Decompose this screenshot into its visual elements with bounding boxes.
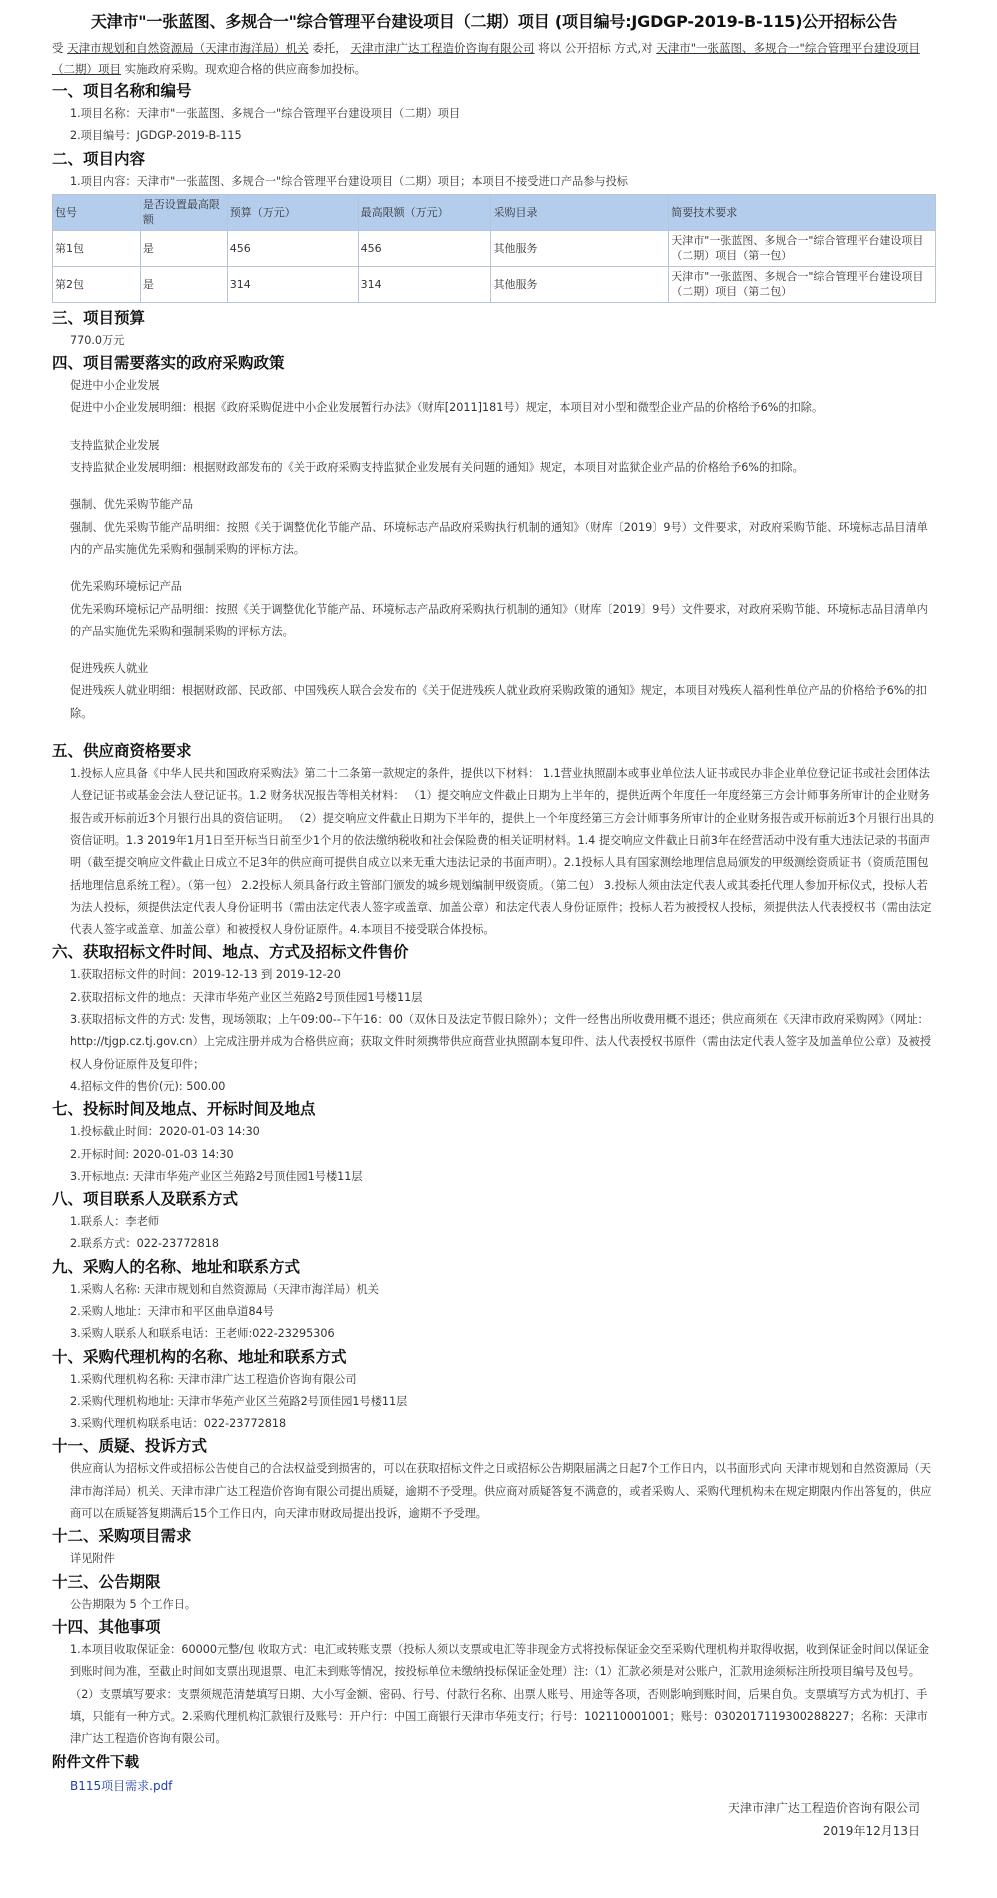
table-cell: 456	[358, 230, 491, 266]
section-line: 3.获取招标文件的方式: 发售，现场领取；上午09:00--下午16：00（双休日及法定节假日除外）；文件一经售出所收费用概不退还；供应商须在《天津市政府采购网》（网址：http://tjgp.cz.tj.gov.cn）上完成注册并成为合格供应商；获取文件时须携带供应商营业执照副本复印件、法人代表授权书原件（需由法定代表人签字及加盖单位公章）及被授权人身份证原件及复印件；	[70, 1013, 932, 1071]
policy-title: 强制、优先采购节能产品	[70, 498, 194, 512]
section-heading: 二、项目内容	[52, 149, 146, 168]
section-line: 3.开标地点: 天津市华苑产业区兰苑路2号顶佳园1号楼11层	[70, 1169, 363, 1183]
policy-detail: 促进残疾人就业明细：根据财政部、民政部、中国残疾人联合会发布的《关于促进残疾人就业政府采购政策的通知》规定，本项目对残疾人福利性单位产品的价格给予6%的扣除。	[70, 684, 927, 720]
section-heading: 一、项目名称和编号	[52, 82, 192, 100]
column-header: 最高限额（万元）	[358, 194, 491, 230]
section-line: 3.采购代理机构联系电话：022-23772818	[70, 1417, 287, 1431]
agent-link[interactable]: 天津市津广达工程造价咨询有限公司	[350, 41, 535, 55]
section-heading: 十一、质疑、投诉方式	[52, 1437, 208, 1456]
table-cell: 第2包	[53, 266, 141, 302]
section-heading: 十三、公告期限	[52, 1572, 161, 1591]
section-line: 1.项目名称：天津市"一张蓝图、多规合一"综合管理平台建设项目（二期）项目	[70, 107, 461, 120]
project-link[interactable]: 天津市"一张蓝图、多规合一"综合管理平台建设项目（二期）项目	[52, 41, 920, 76]
policy-detail: 优先采购环境标记产品明细：按照《关于调整优化节能产品、环境标志产品政府采购执行机制的通知》（财库〔2019〕9号）文件要求，对政府采购节能、环境标志品目清单内的产品实施优先采购和强制采购的评标方法。	[70, 602, 928, 638]
section-heading: 九、采购人的名称、地址和联系方式	[52, 1257, 301, 1276]
section-line: 公告期限为 5 个工作日。	[70, 1597, 197, 1611]
section-heading: 四、项目需要落实的政府采购政策	[52, 354, 285, 373]
section-line: 2.项目编号：JGDGP-2019-B-115	[70, 129, 242, 143]
table-header-row	[53, 194, 936, 230]
table-row	[53, 230, 936, 266]
intro-text: 将以 公开招标 方式,对	[538, 41, 653, 55]
table-cell: 其他服务	[491, 266, 669, 302]
section-heading: 十二、采购项目需求	[52, 1527, 192, 1546]
section-line: 1.获取招标文件的时间：2019-12-13 到 2019-12-20	[70, 968, 341, 982]
budget-value: 770.0万元	[70, 333, 125, 347]
page-title: 天津市"一张蓝图、多规合一"综合管理平台建设项目（二期）项目 (项目编号:JGDGP-2019-B-115)公开招标公告	[90, 12, 898, 31]
table-cell: 314	[358, 266, 491, 302]
announcement-page	[52, 0, 936, 1843]
buyer-link[interactable]: 天津市规划和自然资源局（天津市海洋局）机关	[67, 41, 309, 55]
column-header: 采购目录	[491, 194, 669, 230]
policy-title: 促进残疾人就业	[70, 662, 149, 676]
intro-text: 受	[52, 41, 64, 55]
table-cell: 其他服务	[491, 230, 669, 266]
table-cell: 是	[140, 266, 227, 302]
signature-date: 2019年12月13日	[822, 1824, 920, 1839]
section-heading: 八、项目联系人及联系方式	[52, 1190, 239, 1209]
intro-paragraph	[52, 38, 936, 80]
attachment-file-link[interactable]: B115项目需求.pdf	[70, 1779, 173, 1794]
other-matters-text: 1.本项目收取保证金：60000元整/包 收取方式：电汇或转账支票（投标人须以支票或电汇等非现金方式将投标保证金交至采购代理机构并取得收据，收到保证金时间以保证金到账时间为准，至截止时间如支票出现退票、电汇未到账等情况，按投标单位未缴纳投标保证金处理）注:（1）汇款必须是对公账户，汇款用途须标注所投项目编号及包号。（2）支票填写要求：支票须规范清楚填写日期、大小写金额、密码、行号、付款行名称、出票人账号、用途等各项，否则影响到账时间，后果自负。支票填写方式为机打、手填，只能有一种方式。2.采购代理机构汇款银行及账号：开户行：中国工商银行天津市华苑支行；行号：102110001001；账号：0302017119300288227；名称：天津市津广达工程造价咨询有限公司。	[70, 1642, 930, 1746]
table-row	[53, 266, 936, 302]
section-heading: 六、获取招标文件时间、地点、方式及招标文件售价	[52, 943, 409, 962]
policy-title: 优先采购环境标记产品	[70, 580, 182, 594]
section-heading: 七、投标时间及地点、开标时间及地点	[52, 1100, 316, 1119]
intro-text: 委托，	[312, 41, 347, 55]
column-header: 包号	[53, 194, 141, 230]
package-table	[52, 194, 936, 303]
section-line: 1.投标截止时间：2020-01-03 14:30	[70, 1125, 260, 1139]
section-line: 2.开标时间: 2020-01-03 14:30	[70, 1147, 234, 1161]
section-line: 1.采购人名称: 天津市规划和自然资源局（天津市海洋局）机关	[70, 1282, 379, 1296]
section-heading: 十、采购代理机构的名称、地址和联系方式	[52, 1347, 347, 1366]
column-header: 简要技术要求	[669, 194, 936, 230]
signature-org: 天津市津广达工程造价咨询有限公司	[727, 1801, 920, 1816]
intro-text: 实施政府采购。现欢迎合格的供应商参加投标。	[124, 62, 367, 76]
table-cell: 天津市"一张蓝图、多规合一"综合管理平台建设项目（二期）项目（第一包）	[669, 230, 936, 266]
section-heading: 五、供应商资格要求	[52, 742, 192, 761]
table-cell: 天津市"一张蓝图、多规合一"综合管理平台建设项目（二期）项目（第二包）	[669, 266, 936, 302]
policy-detail: 强制、优先采购节能产品明细：按照《关于调整优化节能产品、环境标志产品政府采购执行机制的通知》（财库〔2019〕9号）文件要求，对政府采购节能、环境标志品目清单内的产品实施优先采购和强制采购的评标方法。	[70, 520, 928, 556]
policy-title: 促进中小企业发展	[70, 379, 160, 393]
table-cell: 456	[227, 230, 358, 266]
column-header: 是否设置最高限额	[140, 194, 227, 230]
section-line: 详见附件	[70, 1552, 115, 1566]
section-heading: 十四、其他事项	[52, 1617, 161, 1636]
table-cell: 是	[140, 230, 227, 266]
attachment-heading: 附件文件下载	[52, 1755, 139, 1772]
policy-title: 支持监狱企业发展	[70, 438, 160, 452]
section-line: 1.联系人：李老师	[70, 1215, 159, 1229]
policy-detail: 促进中小企业发展明细：根据《政府采购促进中小企业发展暂行办法》（财库[2011]181号）规定，本项目对小型和微型企业产品的价格给予6%的扣除。	[70, 401, 824, 415]
complaint-text: 供应商认为招标文件或招标公告使自己的合法权益受到损害的，可以在获取招标文件之日或招标公告期限届满之日起7个工作日内，以书面形式向 天津市规划和自然资源局（天津市海洋局）机关、天津市津广达工程造价咨询有限公司提出质疑，逾期不予受理。供应商对质疑答复不满意的，或者采购人、采购代理机构未在规定期限内作出答复的，供应商可以在质疑答复期满后15个工作日内，向天津市财政局提出投诉，逾期不予受理。	[70, 1462, 932, 1521]
section-line: 1.项目内容：天津市"一张蓝图、多规合一"综合管理平台建设项目（二期）项目；本项目不接受进口产品参与投标	[70, 174, 628, 188]
section-line: 2.采购人地址：天津市和平区曲阜道84号	[70, 1304, 274, 1318]
table-cell: 314	[227, 266, 358, 302]
table-cell: 第1包	[53, 230, 141, 266]
section-line: 2.联系方式：022-23772818	[70, 1237, 219, 1251]
section-heading: 三、项目预算	[52, 308, 146, 327]
section-line: 2.获取招标文件的地点：天津市华苑产业区兰苑路2号顶佳园1号楼11层	[70, 990, 423, 1004]
section-line: 1.采购代理机构名称: 天津市津广达工程造价咨询有限公司	[70, 1372, 357, 1386]
section-line: 2.采购代理机构地址: 天津市华苑产业区兰苑路2号顶佳园1号楼11层	[70, 1394, 408, 1408]
qualification-text: 1.投标人应具备《中华人民共和国政府采购法》第二十二条第一款规定的条件，提供以下材料： 1.1营业执照副本或事业单位法人证书或民办非企业单位登记证书或社会团体法人登记证书或基金会法人登记证书。1.2 财务状况报告等相关材料： （1）提交响应文件截止日期为上半年的，提供近两个年度任一年度经第三方会计师事务所审计的企业财务报告或开标前近3个月银行出具的资信证明。 （2）提交响应文件截止日期为下半年的，提供上一个年度经第三方会计师事务所审计的企业财务报告或开标前近3个月银行出具的资信证明。1.3 2019年1月1日至开标当日前至少1个月的依法缴纳税收和社会保险费的相关证明材料。1.4 提交响应文件截止日前3年在经营活动中没有重大违法记录的书面声明（截至提交响应文件截止日成立不足3年的供应商可提供自成立以来无重大违法记录的书面声明）。2.1投标人具有国家测绘地理信息局颁发的甲级测绘资质证书（资质范围包括地理信息系统工程）。（第一包） 2.2投标人须具备行政主管部门颁发的城乡规划编制甲级资质。（第二包） 3.投标人须由法定代表人或其委托代理人参加开标仪式，投标人若为法人投标，须提供法定代表人身份证明书（需由法定代表人签字或盖章、加盖公章）和法定代表人身份证原件；投标人若为被授权人投标，须提供法人代表授权书（需由法定代表人签字或盖章、加盖公章）和被授权人身份证原件。4.本项目不接受联合体投标。	[70, 767, 934, 937]
policy-detail: 支持监狱企业发展明细：根据财政部发布的《关于政府采购支持监狱企业发展有关问题的通知》规定，本项目对监狱企业产品的价格给予6%的扣除。	[70, 461, 804, 475]
column-header: 预算（万元）	[227, 194, 358, 230]
section-line: 3.采购人联系人和联系电话：王老师:022-23295306	[70, 1327, 335, 1341]
section-line: 4.招标文件的售价(元): 500.00	[70, 1079, 226, 1093]
